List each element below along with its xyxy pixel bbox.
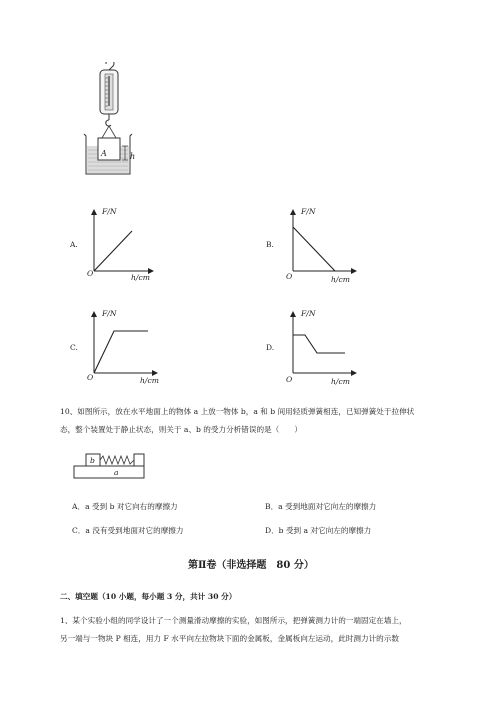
option-a-letter: A. [70,240,78,249]
graph-d-curve [293,335,345,353]
graph-c-x-label: h/cm [140,376,159,385]
graph-b-curve [293,227,335,271]
graph-c-curve [94,331,148,373]
block-a-label: A [101,149,107,158]
q10-option-d: D．b 受到 a 对它向左的摩擦力 [265,526,372,535]
fill-in-section-heading: 二、填空题（10 小题，每小题 3 分，共计 30 分） [60,592,237,601]
part2-title: 第Ⅱ卷（非选择题 80 分） [188,560,314,571]
graph-b-y-label: F/N [301,207,316,216]
spring-scale-apparatus [78,62,148,182]
q10-option-b: B．a 受到地面对它向左的摩擦力 [265,502,377,511]
graph-a [84,205,174,285]
option-b-letter: B. [266,240,274,249]
q10-option-c: C．a 没有受到地面对它的摩擦力 [72,526,184,535]
graph-c [84,307,174,387]
q1-line-2: 另一端与一物块 P 相连，用力 F 水平向左拉物块下面的金属板，金属板向左运动，此时测力计的示数 [60,634,399,643]
option-c-letter: C. [70,343,78,352]
graph-b-x-label: h/cm [331,275,350,284]
q10-line-2: 态，整个装置处于静止状态，则关于 a、b 的受力分析错误的是（ ） [60,425,303,434]
q10-option-a: A．a 受到 b 对它向右的摩擦力 [72,502,178,511]
graph-d-x-label: h/cm [331,377,350,386]
graph-a-y-label: F/N [102,207,117,216]
graph-d-origin: O [286,375,293,384]
graph-a-curve [94,231,132,271]
height-label: h [130,152,136,161]
option-d-letter: D. [266,343,275,352]
q10-label-a: a [114,468,119,477]
graph-d [283,307,373,387]
graph-a-x-label: h/cm [131,273,150,282]
graph-d-y-label: F/N [301,309,316,318]
q10-spring-blocks-figure [72,450,152,480]
graph-b-origin: O [286,272,293,281]
graph-b [283,205,373,285]
graph-a-origin: O [87,269,94,278]
q1-line-1: 1、某个实验小组的同学设计了一个测量滑动摩擦的实验，如图所示，把弹簧测力计的一端固定在墙上， [60,616,407,625]
graph-c-y-label: F/N [102,309,117,318]
graph-c-origin: O [87,373,94,382]
q10-label-b: b [90,456,95,465]
q10-line-1: 10、如图所示，放在水平地面上的物体 a 上放一物体 b，a 和 b 间用轻质弹簧相连，已知弹簧处于拉伸状 [60,407,415,416]
